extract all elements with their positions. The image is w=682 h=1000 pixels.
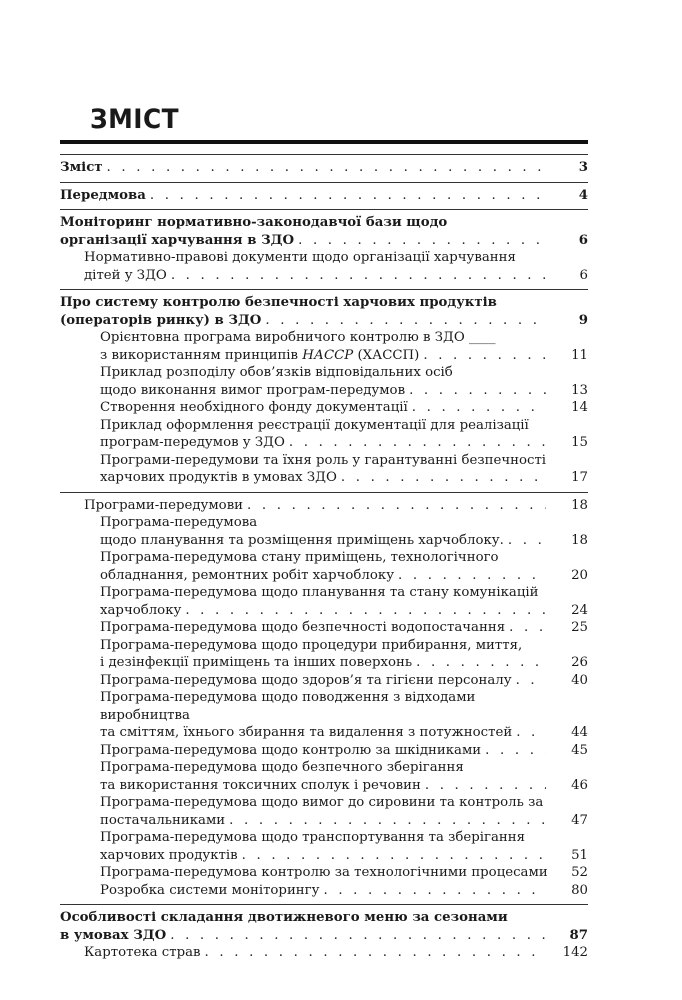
toc-entry[interactable]: [60, 864, 588, 882]
title-rule: [60, 140, 588, 144]
toc-entry-text: харчоблоку: [100, 602, 182, 618]
toc-entry[interactable]: [60, 417, 588, 452]
toc-entry[interactable]: [60, 909, 588, 944]
page-number: 9: [578, 312, 588, 328]
toc-entry-text: Програма-передумова щодо планування та стану комунікацій: [100, 585, 539, 600]
toc-entry-text: Програма-передумова щодо здоров’я та гігієни персоналу: [100, 672, 512, 688]
page-number: 44: [571, 725, 588, 740]
dot-leader: [298, 232, 546, 250]
toc-section: [60, 290, 588, 492]
dot-leader: [265, 312, 546, 330]
toc-entry-text: Програма-передумова стану приміщень, технологічного: [100, 550, 499, 565]
toc-entry-text: Програма-передумова щодо вимог до сировини та контроль за: [100, 795, 544, 810]
page-number: 80: [571, 882, 588, 898]
toc-entry-text: обладнання, ремонтних робіт харчоблоку: [100, 567, 395, 583]
toc-entry-text: Програми-передумови та їхня роль у гарантуванні безпечності: [100, 452, 547, 468]
toc-entry-text: щодо планування та розміщення приміщень харчоблоку.: [100, 532, 504, 548]
dot-leader: [150, 187, 546, 205]
toc-entry-text: і дезінфекції приміщень та інших поверхонь: [100, 655, 413, 670]
toc-entry[interactable]: [60, 187, 588, 205]
toc-entry[interactable]: [60, 497, 588, 515]
toc-entry[interactable]: [60, 249, 588, 284]
dot-leader: [425, 777, 546, 795]
toc-section: [60, 155, 588, 182]
dot-leader: [185, 602, 546, 620]
toc-entry-text: дітей у ЗДО: [84, 267, 167, 283]
dot-leader: [205, 944, 546, 962]
dot-leader: [423, 347, 546, 365]
toc-section: [60, 183, 588, 210]
toc-entry[interactable]: [60, 794, 588, 829]
toc-entry[interactable]: [60, 672, 588, 690]
toc-entry-text: Нормативно-правові документи щодо організації харчування: [84, 250, 516, 265]
page-number: 87: [569, 927, 588, 943]
toc-entry-text: Про систему контролю безпечності харчових продуктів: [60, 295, 497, 310]
toc-entry-text: постачальниками: [100, 812, 226, 828]
toc-entry-text: Програма-передумова щодо контролю за шкідниками: [100, 742, 482, 758]
page-title: ЗМІСТ: [90, 104, 180, 135]
page-number: 47: [571, 812, 588, 828]
toc-entry-text: Розробка системи моніторингу: [100, 882, 320, 898]
dot-leader: [516, 672, 546, 690]
dot-leader: [398, 567, 546, 585]
toc-entry-text: Програма-передумова контролю за технологічними процесами: [100, 865, 548, 880]
page-number: 4: [578, 187, 588, 203]
toc-entry[interactable]: [60, 689, 588, 742]
toc-entry-text: організації харчування в ЗДО: [60, 232, 295, 248]
dot-leader: [247, 497, 546, 515]
dot-leader: [170, 927, 546, 945]
dot-leader: [416, 654, 546, 672]
dot-leader: [516, 724, 546, 742]
toc-entry-text: Приклад розподілу обов’язків відповідальних осіб: [100, 365, 453, 380]
page-number: 11: [571, 347, 588, 363]
toc-entry-text: Програма-передумова щодо процедури прибирання, миття,: [100, 637, 523, 653]
page-number: 13: [571, 382, 588, 398]
toc-entry-text: та сміттям, їхнього збирання та видалення з потужностей: [100, 725, 513, 740]
toc-entry-text: Картотека страв: [84, 945, 201, 960]
page-number: 15: [571, 435, 588, 450]
dot-leader: [485, 742, 546, 760]
toc-entry[interactable]: [60, 214, 588, 249]
page-number: 3: [578, 160, 588, 175]
toc-entry[interactable]: [60, 399, 588, 417]
toc-entry[interactable]: [60, 584, 588, 619]
page-number: 46: [571, 777, 588, 793]
toc-entry-text: Програма-передумова щодо поводження з відходами виробництва: [100, 690, 476, 723]
toc-entry-text: харчових продуктів: [100, 847, 238, 863]
toc-section: [60, 210, 588, 289]
page-number: 14: [571, 400, 588, 415]
page-number: 25: [571, 620, 588, 635]
toc-entry-text: з використанням принципів НАССР (ХАССП): [100, 347, 420, 363]
dot-leader: [242, 847, 546, 865]
toc-entry-text: Передмова: [60, 187, 146, 203]
toc-entry-text: в умовах ЗДО: [60, 927, 167, 943]
page-number: 26: [571, 655, 588, 670]
toc-entry[interactable]: [60, 829, 588, 864]
dot-leader: [412, 399, 546, 417]
page-number: 6: [579, 267, 588, 283]
toc-section: [60, 493, 588, 905]
toc-entry-text: та використання токсичних сполук і речовин: [100, 777, 421, 793]
toc-entry-text: Зміст: [60, 160, 103, 175]
toc-entry[interactable]: [60, 944, 588, 962]
toc-entry[interactable]: [60, 882, 588, 900]
dot-leader: [341, 469, 546, 487]
dot-leader: [509, 619, 546, 637]
page-number: 45: [571, 742, 588, 758]
toc-entry-text: Приклад оформлення реєстрації документації для реалізації: [100, 417, 529, 433]
toc-entry-text: харчових продуктів в умовах ЗДО: [100, 470, 337, 485]
toc-entry-text: Моніторинг нормативно-законодавчої бази щодо: [60, 215, 448, 230]
toc-section: [60, 905, 588, 967]
page-number: 40: [571, 672, 588, 688]
toc-entry[interactable]: [60, 364, 588, 399]
toc-entry[interactable]: [60, 619, 588, 637]
toc-entry-text: програм-передумов у ЗДО: [100, 435, 285, 450]
page-number: 6: [578, 232, 588, 248]
toc-entry-text: щодо виконання вимог програм-передумов: [100, 382, 406, 398]
page-number: 24: [571, 602, 588, 618]
toc-entry-text: Програма-передумова щодо безпечності водопостачання: [100, 620, 506, 635]
toc-entry[interactable]: [60, 759, 588, 794]
page-number: 18: [571, 497, 588, 513]
toc-entry-text: Програма-передумова щодо транспортування та зберігання: [100, 830, 526, 845]
dot-leader: [229, 812, 546, 830]
table-of-contents: [60, 154, 588, 967]
page-number: 142: [562, 945, 588, 960]
dot-leader: [323, 882, 546, 900]
toc-entry-text: (операторів ринку) в ЗДО: [60, 312, 262, 328]
toc-entry-text: Програма-передумова: [100, 515, 258, 530]
dot-leader: [107, 159, 546, 177]
toc-entry-text: Орієнтовна програма виробничого контролю в ЗДО ____: [100, 330, 496, 345]
toc-entry[interactable]: [60, 452, 588, 487]
toc-entry[interactable]: [60, 159, 588, 177]
page-number: 52: [571, 865, 588, 880]
dot-leader: [409, 382, 546, 400]
toc-entry[interactable]: [60, 294, 588, 329]
page-number: 18: [571, 532, 588, 548]
toc-entry-text: Створення необхідного фонду документації: [100, 400, 408, 415]
toc-entry[interactable]: [60, 637, 588, 672]
toc-entry[interactable]: [60, 514, 588, 549]
page-number: 20: [571, 567, 588, 583]
toc-entry[interactable]: [60, 329, 588, 364]
toc-entry-text: Програми-передумови: [84, 497, 244, 513]
dot-leader: [171, 267, 546, 285]
page-number: 51: [571, 847, 588, 863]
dot-leader: [508, 532, 546, 550]
dot-leader: [289, 434, 546, 452]
toc-entry-text: Особливості складання двотижневого меню за сезонами: [60, 910, 508, 925]
page-number: 17: [571, 470, 588, 485]
toc-entry[interactable]: [60, 742, 588, 760]
toc-entry[interactable]: [60, 549, 588, 584]
toc-entry-text: Програма-передумова щодо безпечного зберігання: [100, 760, 464, 775]
